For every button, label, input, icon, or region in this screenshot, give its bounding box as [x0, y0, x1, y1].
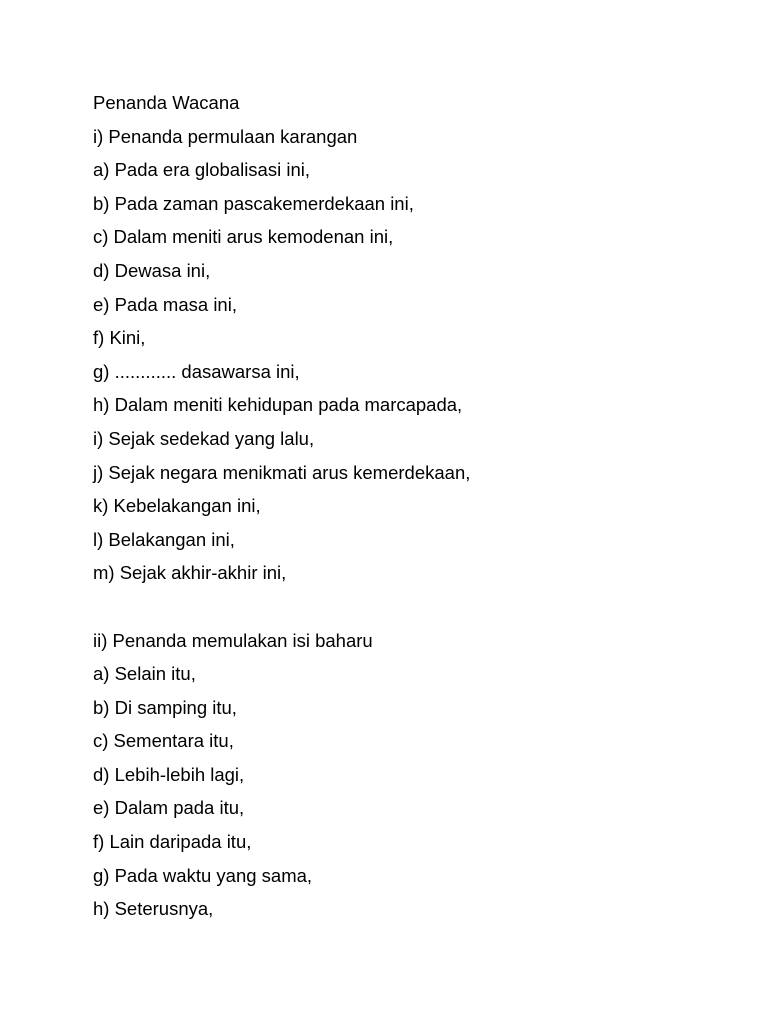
- document-page: [93, 86, 748, 926]
- list-item: h) Seterusnya,: [93, 898, 214, 920]
- section-heading: ii) Penanda memulakan isi baharu: [93, 629, 373, 651]
- section-spacer: [93, 590, 748, 624]
- list-item: h) Dalam meniti kehidupan pada marcapada,: [93, 394, 463, 416]
- list-item: j) Sejak negara menikmati arus kemerdekaan,: [93, 461, 471, 483]
- list-item: g) Pada waktu yang sama,: [93, 864, 313, 886]
- list-item: g) ............ dasawarsa ini,: [93, 360, 300, 382]
- list-item: b) Pada zaman pascakemerdekaan ini,: [93, 192, 414, 214]
- list-item: i) Sejak sedekad yang lalu,: [93, 427, 315, 449]
- section-2: [93, 624, 748, 926]
- list-item: k) Kebelakangan ini,: [93, 495, 261, 517]
- list-item: c) Dalam meniti arus kemodenan ini,: [93, 226, 394, 248]
- list-item: e) Dalam pada itu,: [93, 797, 245, 819]
- list-item: b) Di samping itu,: [93, 696, 237, 718]
- section-heading: i) Penanda permulaan karangan: [93, 125, 358, 147]
- section-1: [93, 120, 748, 590]
- list-item: m) Sejak akhir-akhir ini,: [93, 562, 287, 584]
- list-item: d) Dewasa ini,: [93, 259, 211, 281]
- list-item: a) Selain itu,: [93, 663, 196, 685]
- list-item: e) Pada masa ini,: [93, 293, 237, 315]
- list-item: c) Sementara itu,: [93, 730, 234, 752]
- list-item: f) Kini,: [93, 327, 146, 349]
- document-title: Penanda Wacana: [93, 92, 240, 113]
- list-item: d) Lebih-lebih lagi,: [93, 763, 245, 785]
- list-item: f) Lain daripada itu,: [93, 831, 252, 853]
- list-item: a) Pada era globalisasi ini,: [93, 159, 310, 181]
- list-item: l) Belakangan ini,: [93, 528, 235, 550]
